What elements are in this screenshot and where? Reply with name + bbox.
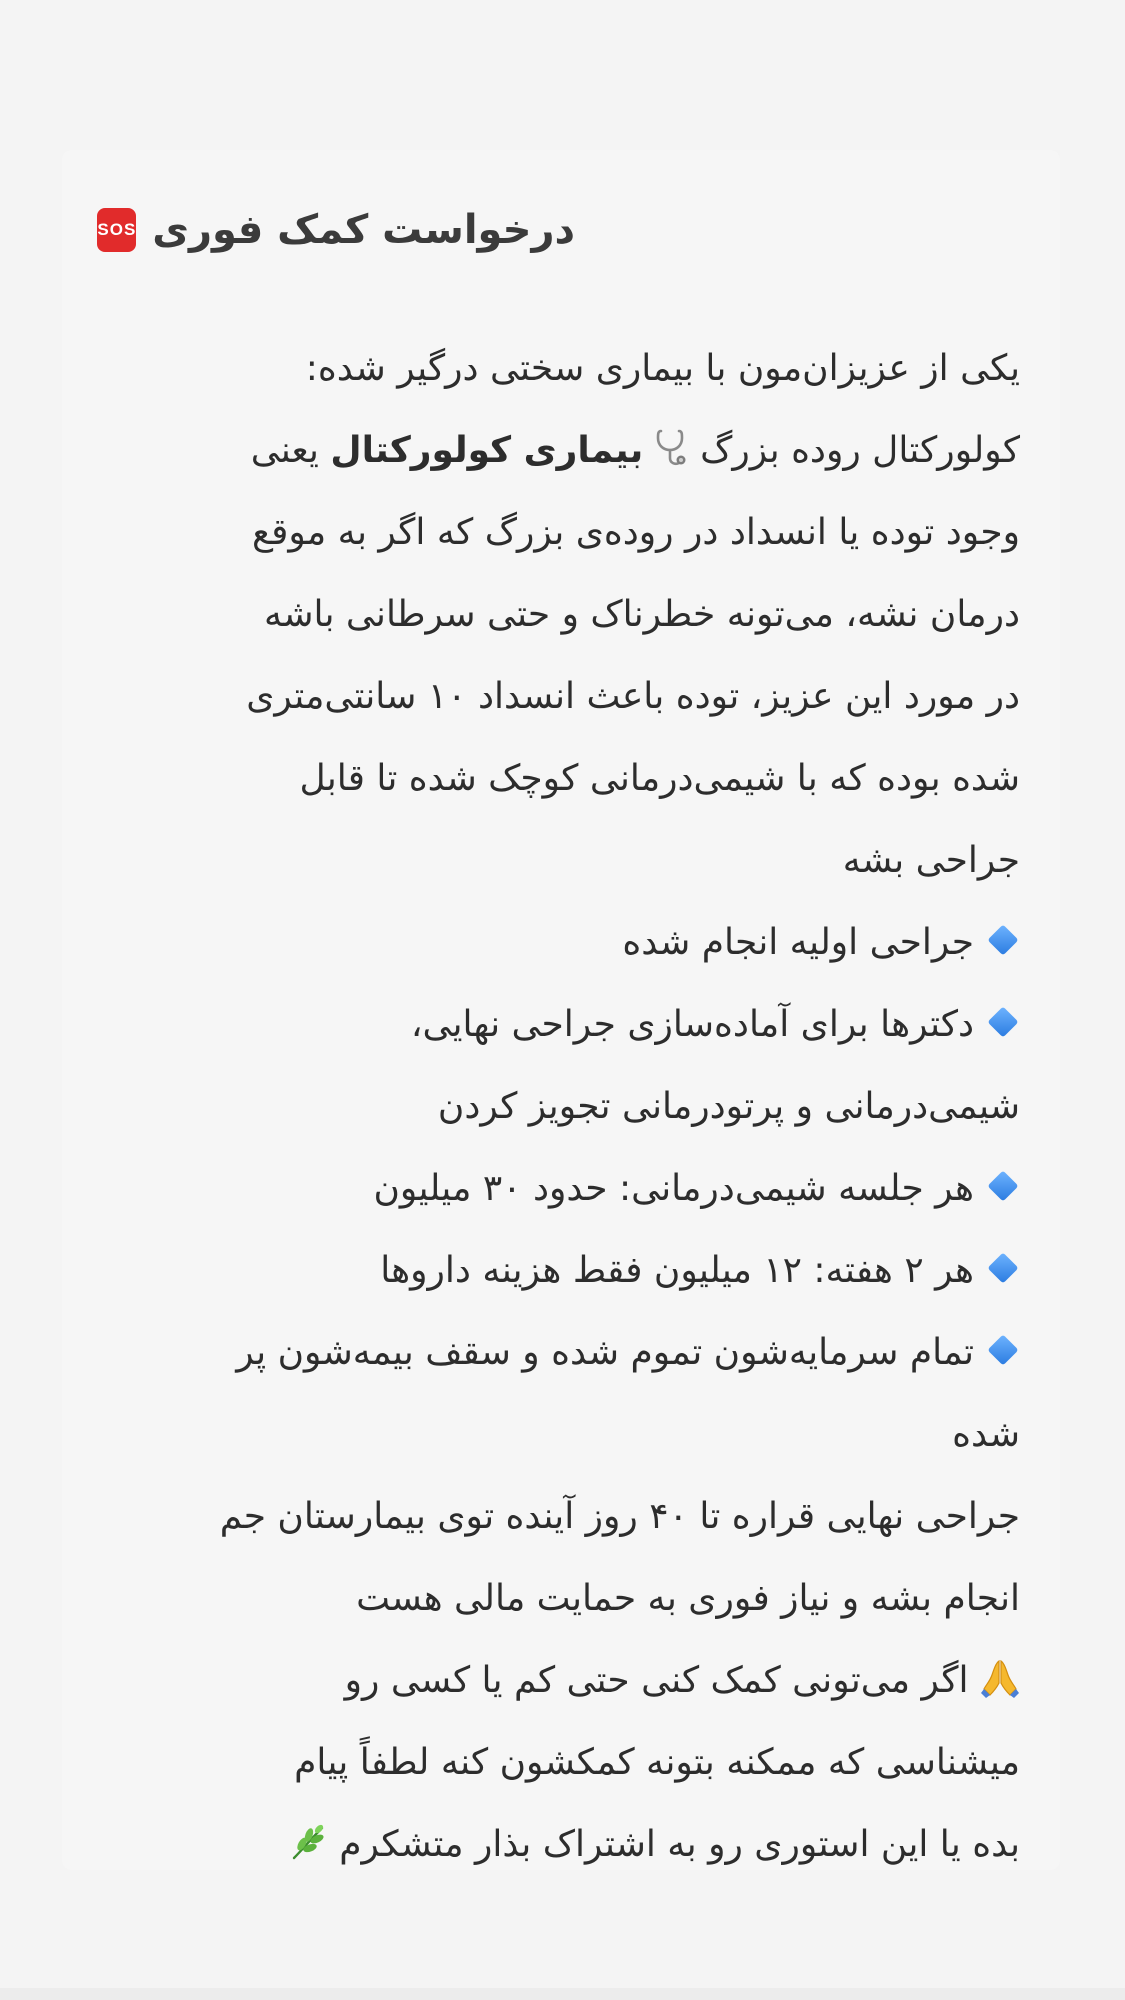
body-line: [100, 1804, 1020, 1886]
body-line: جراحی نهایی قراره تا ۴۰ روز آینده توی بیمارستان جم: [219, 1496, 1020, 1537]
bullet-item: [100, 1312, 1020, 1394]
body-line: جراحی بشه: [842, 840, 1020, 881]
blue-diamond-icon: [987, 924, 1018, 955]
bullet-item: [100, 902, 1020, 984]
stethoscope-icon: [655, 428, 689, 468]
blue-diamond-icon: [987, 1170, 1018, 1201]
bullet-item: [100, 984, 1020, 1066]
body-line: [100, 410, 1020, 492]
sos-icon: SOS: [97, 208, 136, 252]
story-title-row: [97, 200, 575, 260]
body-text: کولورکتال روده بزرگ: [700, 430, 1020, 471]
bullet-text: دکترها برای آماده‌سازی جراحی نهایی،: [410, 1004, 974, 1045]
body-line: یکی از عزیزان‌مون با بیماری سختی درگیر شده:: [305, 348, 1020, 389]
body-line: وجود توده یا انسداد در روده‌ی بزرگ که اگر به موقع: [251, 512, 1020, 553]
story-title: درخواست کمک فوری: [152, 207, 575, 253]
body-line: [100, 1640, 1020, 1722]
herb-icon: [288, 1822, 328, 1862]
bullet-item: [100, 1230, 1020, 1312]
folded-hands-icon: [980, 1657, 1020, 1699]
blue-diamond-icon: [987, 1334, 1018, 1365]
bullet-text: هر ۲ هفته: ۱۲ میلیون فقط هزینه داروها: [380, 1250, 974, 1291]
bullet-continuation: شیمی‌درمانی و پرتودرمانی تجویز کردن: [437, 1086, 1020, 1127]
bottom-edge: [0, 1988, 1125, 2000]
bullet-item: [100, 1148, 1020, 1230]
body-text-bold: بیماری کولورکتال: [330, 430, 644, 471]
blue-diamond-icon: [987, 1006, 1018, 1037]
bullet-continuation: شده: [952, 1414, 1020, 1455]
body-line: میشناسی که ممکنه بتونه کمکشون کنه لطفاً پیام: [294, 1742, 1020, 1783]
body-line: در مورد این عزیز، توده باعث انسداد ۱۰ سانتی‌متری: [246, 676, 1020, 717]
body-text: اگر می‌تونی کمک کنی حتی کم یا کسی رو: [344, 1660, 969, 1701]
bullet-text: جراحی اولیه انجام شده: [622, 922, 974, 963]
bullet-text: تمام سرمایه‌شون تموم شده و سقف بیمه‌شون پر: [236, 1332, 974, 1373]
body-line: شده بوده که با شیمی‌درمانی کوچک شده تا قابل: [299, 758, 1020, 799]
blue-diamond-icon: [987, 1252, 1018, 1283]
body-text: بده یا این استوری رو به اشتراک بذار متشکرم: [339, 1824, 1020, 1865]
story-body: [100, 328, 1020, 1886]
bullet-text: هر جلسه شیمی‌درمانی: حدود ۳۰ میلیون: [373, 1168, 974, 1209]
body-line: انجام بشه و نیاز فوری به حمایت مالی هست: [356, 1578, 1020, 1619]
body-line: درمان نشه، می‌تونه خطرناک و حتی سرطانی باشه: [264, 594, 1020, 635]
body-text: یعنی: [250, 430, 319, 471]
